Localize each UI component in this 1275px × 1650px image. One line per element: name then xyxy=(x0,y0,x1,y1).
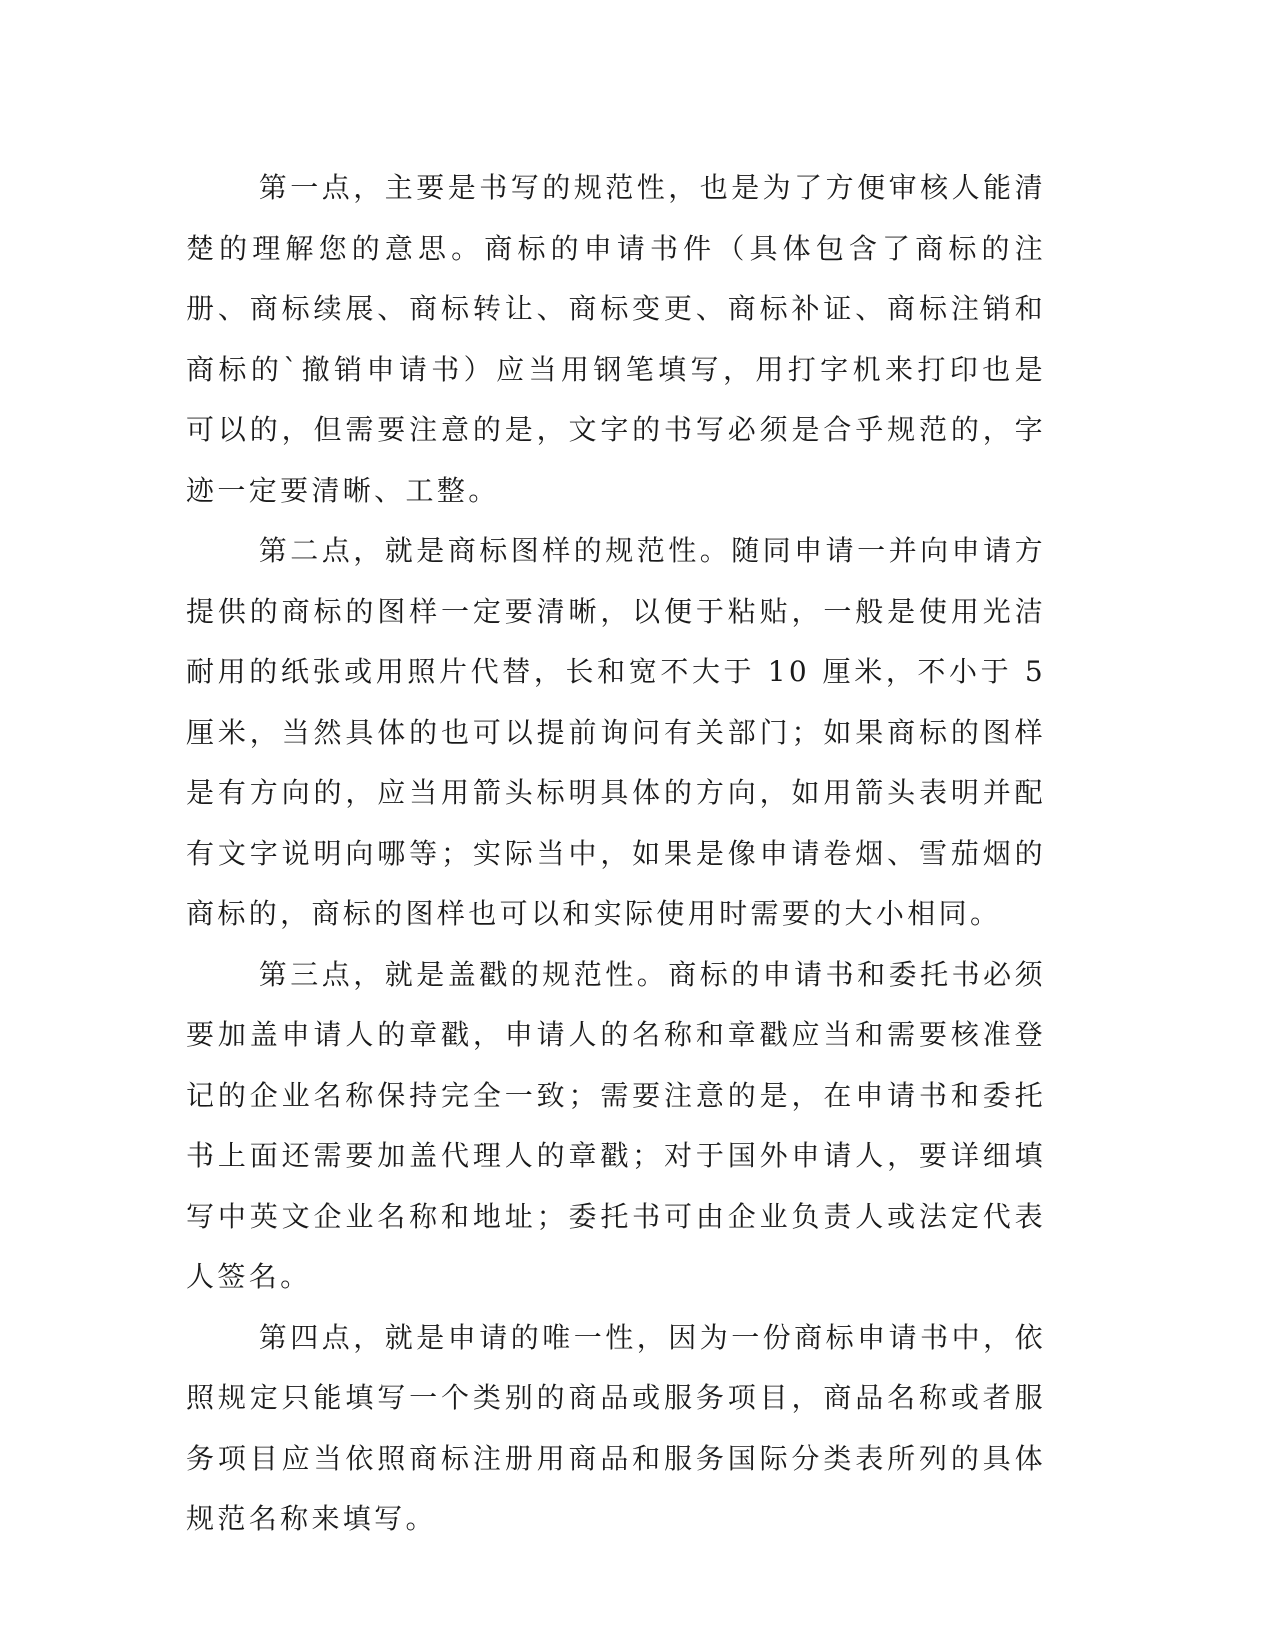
paragraph-4: 第四点，就是申请的唯一性，因为一份商标申请书中，依照规定只能填写一个类别的商品或服务项目，商品名称或者服务项目应当依照商标注册用商品和服务国际分类表所列的具体规范名称来填写。 xyxy=(186,1320,1046,1535)
paragraph-3: 第三点，就是盖戳的规范性。商标的申请书和委托书必须要加盖申请人的章戳，申请人的名称和章戳应当和需要核准登记的企业名称保持完全一致；需要注意的是，在申请书和委托书上面还需要加盖代理人的章戳；对于国外申请人，要详细填写中英文企业名称和地址；委托书可由企业负责人或法定代表人签名。 xyxy=(186,957,1046,1293)
paragraph-1: 第一点，主要是书写的规范性，也是为了方便审核人能清楚的理解您的意思。商标的申请书件（具体包含了商标的注册、商标续展、商标转让、商标变更、商标补证、商标注销和商标的`撤销申请书）应当用钢笔填写，用打字机来打印也是可以的，但需要注意的是，文字的书写必须是合乎规范的，字迹一定要清晰、工整。 xyxy=(186,171,1046,507)
document-body xyxy=(186,158,1046,1550)
paragraph-2: 第二点，就是商标图样的规范性。随同申请一并向申请方提供的商标的图样一定要清晰，以便于粘贴，一般是使用光洁耐用的纸张或用照片代替，长和宽不大于 10 厘米，不小于 5 厘米，当然具体的也可以提前询问有关部门；如果商标的图样是有方向的，应当用箭头标明具体的方向，如用箭头表明并配有文字说明向哪等；实际当中，如果是像申请卷烟、雪茄烟的商标的，商标的图样也可以和实际使用时需要的大小相同。 xyxy=(186,534,1046,930)
